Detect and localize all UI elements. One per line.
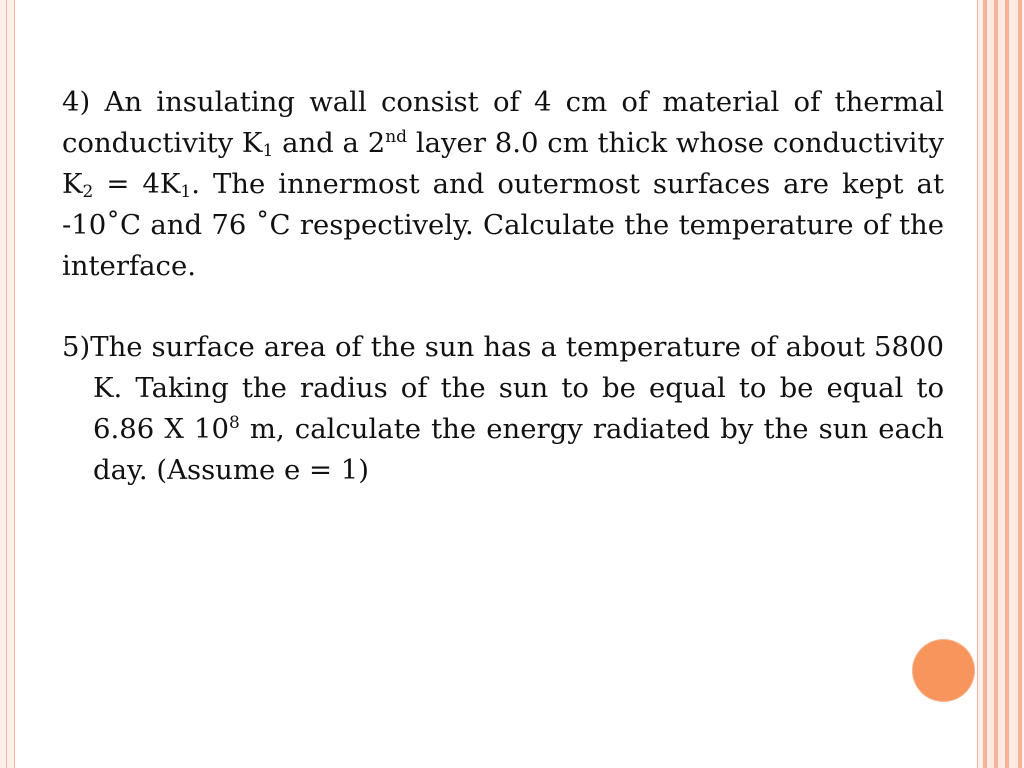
question-4: [62, 82, 944, 287]
decorative-circle: [913, 640, 974, 701]
question-5: [62, 327, 944, 491]
superscript: 8: [228, 413, 240, 433]
question-4-text: 4) An insulating wall consist of 4 cm of material of thermal conductivity K: [62, 86, 944, 159]
subscript: 2: [82, 182, 94, 202]
superscript: nd: [385, 127, 408, 147]
question-4-text: = 4K: [93, 168, 181, 200]
question-5-text: m, calculate the energy radiated by the sun each day. (Assume e = 1): [93, 413, 944, 486]
question-4-text: layer 8.0 cm thick whose conductivity K: [62, 127, 945, 200]
decorative-stripes: [978, 0, 1024, 768]
question-4-text: and a 2: [273, 127, 386, 159]
subscript: 1: [180, 182, 192, 202]
question-5-text: 5)The surface area of the sun has a temperature of about 5800 K. Taking the radius of the sun to be equal to be equal to 6.86 X 10: [62, 331, 944, 445]
slide-body: [62, 82, 944, 491]
subscript: 1: [262, 141, 274, 161]
question-4-text: . The innermost and outermost surfaces are kept at -10˚C and 76 ˚C respectively. Calculate the temperature of the interface.: [62, 168, 944, 282]
